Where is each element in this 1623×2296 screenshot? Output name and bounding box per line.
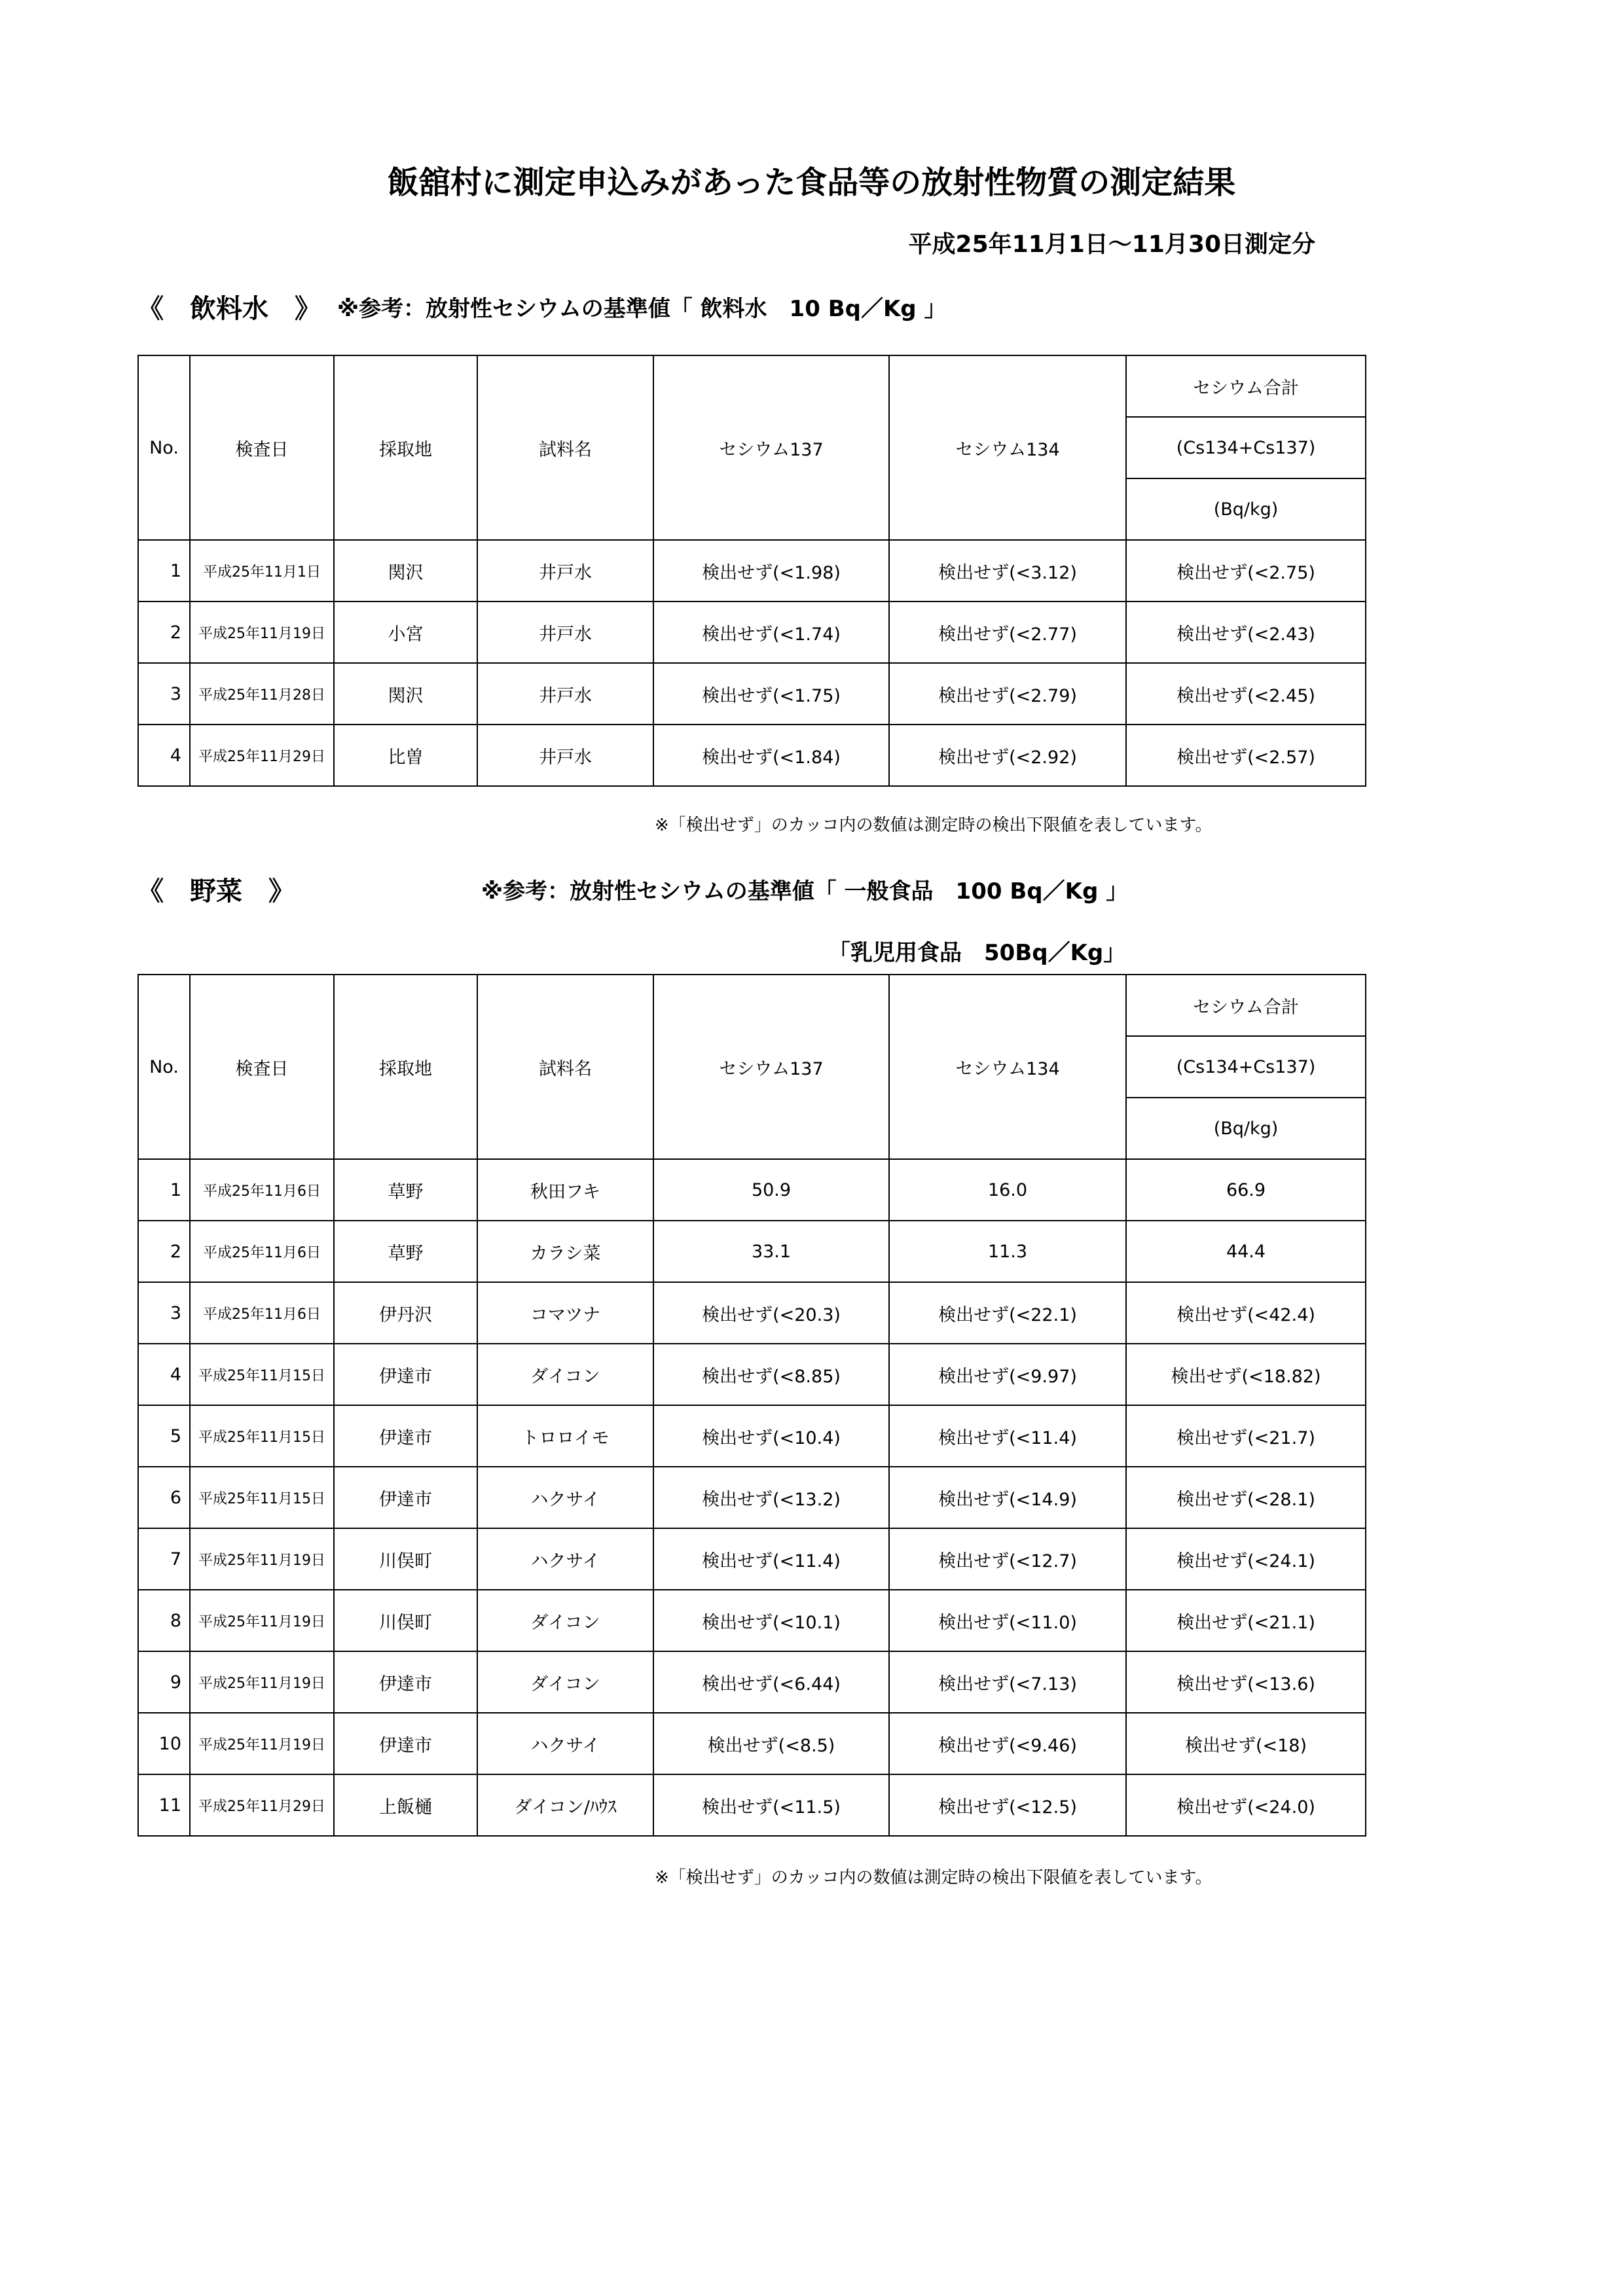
table-row (138, 1590, 1366, 1651)
cell-place: 小宮 (334, 601, 477, 663)
cell-total: 検出せず(<21.7) (1126, 1405, 1366, 1467)
cell-place: 伊達市 (334, 1405, 477, 1467)
vegetables-reference-value: ※参考：放射性セシウムの基準値「 一般食品 100 Bq／Kg 」 (481, 878, 1129, 905)
cell-date: 平成25年11月19日 (190, 1713, 334, 1774)
cell-total: 検出せず(<24.0) (1126, 1774, 1366, 1836)
cell-cs134: 検出せず(<2.79) (889, 663, 1126, 725)
header-sample: 試料名 (477, 355, 653, 540)
cell-date: 平成25年11月6日 (190, 1282, 334, 1344)
cell-sample: ハクサイ (477, 1467, 653, 1528)
cell-date: 平成25年11月19日 (190, 1651, 334, 1713)
cell-cs137: 検出せず(<10.1) (653, 1590, 889, 1651)
cell-sample: 井戸水 (477, 540, 653, 601)
table-row (138, 1221, 1366, 1282)
cell-cs134: 検出せず(<11.4) (889, 1405, 1126, 1467)
cell-cs134: 検出せず(<7.13) (889, 1651, 1126, 1713)
cell-place: 上飯樋 (334, 1774, 477, 1836)
cell-place: 伊達市 (334, 1651, 477, 1713)
cell-no: 3 (138, 663, 190, 725)
header-total-formula: (Cs134+Cs137) (1126, 1036, 1366, 1098)
cell-place: 伊達市 (334, 1713, 477, 1774)
cell-no: 10 (138, 1713, 190, 1774)
table-row (138, 1528, 1366, 1590)
table-row (138, 1713, 1366, 1774)
cell-sample: ダイコン (477, 1651, 653, 1713)
cell-no: 9 (138, 1651, 190, 1713)
cell-sample: ハクサイ (477, 1713, 653, 1774)
header-place: 採取地 (334, 355, 477, 540)
table-row (138, 1344, 1366, 1405)
water-section-heading: 《 飲料水 》 (137, 294, 321, 324)
cell-no: 4 (138, 725, 190, 786)
cell-cs137: 50.9 (653, 1159, 889, 1221)
water-reference-value: ※参考：放射性セシウムの基準値「 飲料水 10 Bq／Kg 」 (337, 296, 947, 322)
cell-no: 8 (138, 1590, 190, 1651)
cell-sample: ダイコン/ﾊｳｽ (477, 1774, 653, 1836)
cell-sample: ハクサイ (477, 1528, 653, 1590)
cell-place: 伊達市 (334, 1467, 477, 1528)
cell-cs137: 検出せず(<20.3) (653, 1282, 889, 1344)
cell-cs134: 検出せず(<2.77) (889, 601, 1126, 663)
table-row (138, 1774, 1366, 1836)
table-row (138, 663, 1366, 725)
page-title: 飯舘村に測定申込みがあった食品等の放射性物質の測定結果 (387, 164, 1236, 201)
cell-no: 2 (138, 601, 190, 663)
cell-sample: 井戸水 (477, 601, 653, 663)
infant-reference-value: 「乳児用食品 50Bq／Kg」 (828, 940, 1126, 966)
cell-cs137: 検出せず(<1.74) (653, 601, 889, 663)
cell-date: 平成25年11月19日 (190, 1590, 334, 1651)
cell-date: 平成25年11月29日 (190, 1774, 334, 1836)
header-date: 検査日 (190, 355, 334, 540)
vegetables-section-heading: 《 野菜 》 (137, 876, 295, 906)
table-row (138, 1282, 1366, 1344)
cell-date: 平成25年11月28日 (190, 663, 334, 725)
cell-sample: 井戸水 (477, 725, 653, 786)
header-cs134: セシウム134 (889, 355, 1126, 540)
cell-cs134: 検出せず(<3.12) (889, 540, 1126, 601)
cell-cs134: 検出せず(<9.97) (889, 1344, 1126, 1405)
header-no: No. (138, 975, 190, 1159)
cell-no: 2 (138, 1221, 190, 1282)
cell-cs137: 検出せず(<11.4) (653, 1528, 889, 1590)
cell-total: 検出せず(<21.1) (1126, 1590, 1366, 1651)
cell-no: 1 (138, 540, 190, 601)
cell-no: 5 (138, 1405, 190, 1467)
table-row (138, 1467, 1366, 1528)
cell-total: 検出せず(<18) (1126, 1713, 1366, 1774)
cell-total: 44.4 (1126, 1221, 1366, 1282)
cell-date: 平成25年11月15日 (190, 1405, 334, 1467)
cell-place: 草野 (334, 1221, 477, 1282)
header-total: セシウム合計 (1126, 975, 1366, 1036)
header-place: 採取地 (334, 975, 477, 1159)
cell-cs134: 検出せず(<2.92) (889, 725, 1126, 786)
cell-date: 平成25年11月19日 (190, 1528, 334, 1590)
header-total-unit: (Bq/kg) (1126, 478, 1366, 540)
cell-sample: コマツナ (477, 1282, 653, 1344)
cell-total: 検出せず(<2.57) (1126, 725, 1366, 786)
cell-sample: 井戸水 (477, 663, 653, 725)
table-row (138, 1159, 1366, 1221)
header-total: セシウム合計 (1126, 355, 1366, 417)
cell-total: 検出せず(<2.43) (1126, 601, 1366, 663)
cell-cs134: 検出せず(<9.46) (889, 1713, 1126, 1774)
cell-cs134: 16.0 (889, 1159, 1126, 1221)
cell-date: 平成25年11月6日 (190, 1159, 334, 1221)
cell-total: 検出せず(<2.75) (1126, 540, 1366, 601)
cell-total: 検出せず(<13.6) (1126, 1651, 1366, 1713)
water-results-table (137, 355, 1366, 787)
cell-cs137: 検出せず(<1.84) (653, 725, 889, 786)
cell-cs137: 検出せず(<6.44) (653, 1651, 889, 1713)
cell-no: 4 (138, 1344, 190, 1405)
cell-cs134: 検出せず(<12.5) (889, 1774, 1126, 1836)
cell-place: 川俣町 (334, 1528, 477, 1590)
cell-cs134: 検出せず(<22.1) (889, 1282, 1126, 1344)
table-row (138, 1405, 1366, 1467)
cell-date: 平成25年11月15日 (190, 1344, 334, 1405)
cell-place: 川俣町 (334, 1590, 477, 1651)
header-cs134: セシウム134 (889, 975, 1126, 1159)
cell-total: 検出せず(<42.4) (1126, 1282, 1366, 1344)
cell-place: 関沢 (334, 540, 477, 601)
cell-date: 平成25年11月15日 (190, 1467, 334, 1528)
header-sample: 試料名 (477, 975, 653, 1159)
cell-place: 関沢 (334, 663, 477, 725)
cell-date: 平成25年11月6日 (190, 1221, 334, 1282)
cell-cs134: 検出せず(<14.9) (889, 1467, 1126, 1528)
cell-sample: トロロイモ (477, 1405, 653, 1467)
cell-sample: 秋田フキ (477, 1159, 653, 1221)
header-cs137: セシウム137 (653, 355, 889, 540)
cell-cs137: 検出せず(<10.4) (653, 1405, 889, 1467)
cell-cs137: 検出せず(<11.5) (653, 1774, 889, 1836)
cell-cs134: 検出せず(<11.0) (889, 1590, 1126, 1651)
cell-cs137: 33.1 (653, 1221, 889, 1282)
water-footnote: ※「検出せず」のカッコ内の数値は測定時の検出下限値を表しています。 (655, 816, 1213, 835)
cell-no: 1 (138, 1159, 190, 1221)
cell-place: 比曽 (334, 725, 477, 786)
header-no: No. (138, 355, 190, 540)
cell-date: 平成25年11月19日 (190, 601, 334, 663)
cell-no: 7 (138, 1528, 190, 1590)
table-row (138, 540, 1366, 601)
cell-cs134: 検出せず(<12.7) (889, 1528, 1126, 1590)
cell-sample: カラシ菜 (477, 1221, 653, 1282)
cell-cs137: 検出せず(<1.98) (653, 540, 889, 601)
header-cs137: セシウム137 (653, 975, 889, 1159)
cell-cs137: 検出せず(<13.2) (653, 1467, 889, 1528)
cell-place: 伊丹沢 (334, 1282, 477, 1344)
cell-sample: ダイコン (477, 1344, 653, 1405)
cell-no: 11 (138, 1774, 190, 1836)
cell-place: 伊達市 (334, 1344, 477, 1405)
header-total-formula: (Cs134+Cs137) (1126, 417, 1366, 478)
table-row (138, 725, 1366, 786)
cell-date: 平成25年11月1日 (190, 540, 334, 601)
vegetables-footnote: ※「検出せず」のカッコ内の数値は測定時の検出下限値を表しています。 (655, 1868, 1213, 1888)
table-row (138, 1651, 1366, 1713)
cell-total: 検出せず(<28.1) (1126, 1467, 1366, 1528)
cell-date: 平成25年11月29日 (190, 725, 334, 786)
cell-total: 66.9 (1126, 1159, 1366, 1221)
cell-place: 草野 (334, 1159, 477, 1221)
header-total-unit: (Bq/kg) (1126, 1098, 1366, 1159)
table-row (138, 601, 1366, 663)
cell-cs137: 検出せず(<1.75) (653, 663, 889, 725)
cell-no: 3 (138, 1282, 190, 1344)
cell-no: 6 (138, 1467, 190, 1528)
cell-sample: ダイコン (477, 1590, 653, 1651)
measurement-period: 平成25年11月1日～11月30日測定分 (908, 231, 1315, 258)
cell-total: 検出せず(<18.82) (1126, 1344, 1366, 1405)
cell-cs137: 検出せず(<8.5) (653, 1713, 889, 1774)
header-date: 検査日 (190, 975, 334, 1159)
cell-total: 検出せず(<24.1) (1126, 1528, 1366, 1590)
cell-total: 検出せず(<2.45) (1126, 663, 1366, 725)
cell-cs137: 検出せず(<8.85) (653, 1344, 889, 1405)
cell-cs134: 11.3 (889, 1221, 1126, 1282)
vegetables-results-table (137, 974, 1366, 1837)
